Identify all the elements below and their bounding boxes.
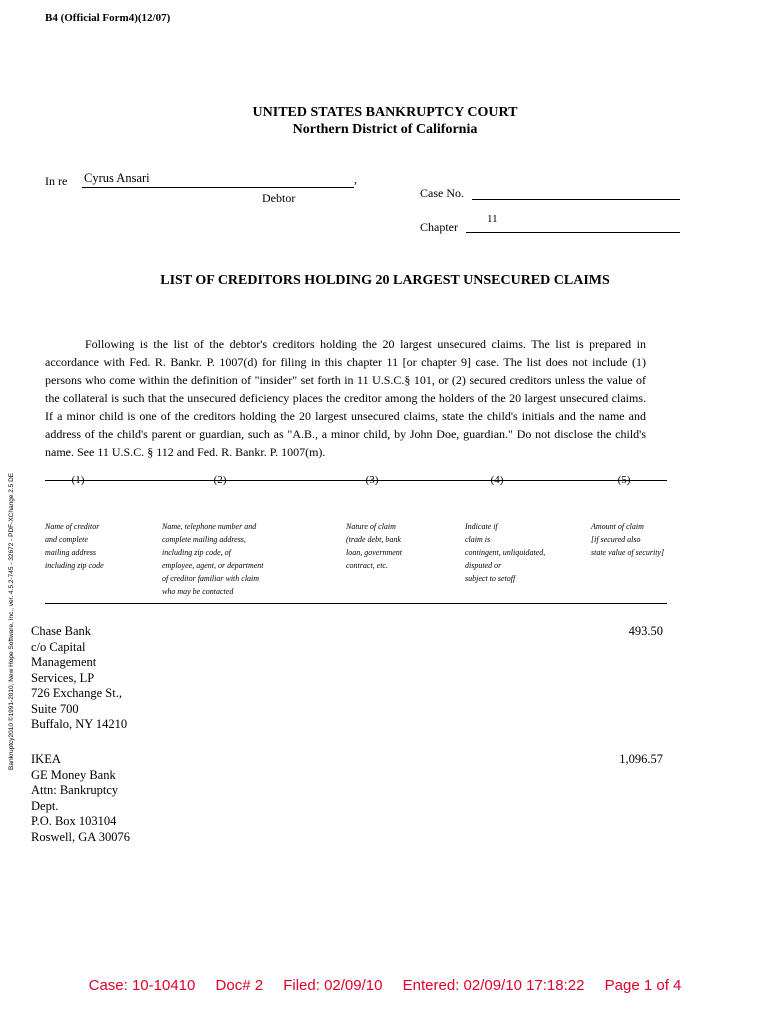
creditor-entry [31, 624, 191, 733]
column-4-line: Indicate if [465, 522, 498, 531]
debtor-name-field: Cyrus Ansari [82, 171, 354, 188]
creditor-line: 726 Exchange St., [31, 686, 122, 700]
footer-doc: Doc# 2 [215, 977, 264, 994]
column-2-line: complete mailing address, [162, 535, 246, 544]
column-2-number: (2) [213, 474, 227, 486]
column-3-line: (trade debt, bank [346, 535, 401, 544]
software-watermark: Bankruptcy2010 ©1991-2010, New Hope Software, Inc., ver. 4.5.2-745 - 32672 - PDF-XChange 2.5 DE [8, 472, 15, 770]
column-4-line: disputed or [465, 561, 502, 570]
column-3-line: contract, etc. [346, 561, 388, 570]
column-5-line: Amount of claim [591, 522, 644, 531]
claim-amount: 493.50 [628, 624, 663, 638]
creditor-entry [31, 752, 191, 845]
instructions-paragraph [45, 335, 646, 461]
court-district: Northern District of California [292, 122, 478, 137]
column-3-line: Nature of claim [346, 522, 396, 531]
debtor-label: Debtor [262, 191, 296, 205]
column-2-line: of creditor familiar with claim [162, 574, 260, 583]
creditor-line: P.O. Box 103104 [31, 814, 117, 828]
column-2-line: employee, agent, or department [162, 561, 264, 570]
footer-entered: Entered: 02/09/10 17:18:22 [402, 977, 585, 994]
chapter-value: 11 [487, 213, 498, 225]
court-heading [0, 104, 770, 138]
column-4-description [465, 520, 575, 585]
filing-stamp-footer [0, 977, 770, 994]
column-4-line: subject to setoff [465, 574, 516, 583]
column-2-line: Name, telephone number and [162, 522, 257, 531]
in-re-label: In re [45, 174, 68, 188]
creditor-line: Suite 700 [31, 701, 79, 716]
footer-page: Page 1 of 4 [604, 977, 682, 994]
column-2-line: who may be contacted [162, 587, 234, 596]
claim-amount: 1,096.57 [619, 752, 663, 766]
creditor-line: Services, LP [31, 670, 95, 685]
creditor-line: c/o Capital [31, 639, 86, 654]
caption-comma: , [354, 172, 357, 186]
column-1-line: Name of creditor [45, 522, 100, 531]
column-3-number: (3) [365, 474, 379, 486]
column-1-description [45, 520, 155, 572]
column-3-line: loan, government [346, 548, 402, 557]
footer-filed: Filed: 02/09/10 [283, 977, 383, 994]
creditor-line: GE Money Bank [31, 767, 116, 782]
column-4-line: contingent, unliquidated, [465, 548, 546, 557]
column-1-line: including zip code [45, 561, 104, 570]
creditor-line: Chase Bank [31, 624, 92, 638]
form-identifier: B4 (Official Form4)(12/07) [45, 12, 171, 24]
creditor-line: Roswell, GA 30076 [31, 829, 130, 844]
case-number-label: Case No. [420, 186, 464, 200]
creditor-line: Management [31, 655, 97, 669]
instructions-text: Following is the list of the debtor's creditors holding the 20 largest unsecured claims. The list is prepared in accordance with Fed. R. Bankr. P. 1007(d) for filing in this chapter 11 [or chapter 9] case. The list does not include (1) persons who come within the definition of "insider" set forth in 11 U.S.C.§ 101, or (2) secured creditors unless the value of the collateral is such that the unsecured deficiency places the creditor among the holders of the 20 largest unsecured claims. If a minor child is one of the creditors holding the 20 largest unsecured claims, state the child's initials and the name and address of the child's parent or guardian, such as "A.B., a minor child, by John Doe, guardian." Do not disclose the child's name. See 11 U.S.C. § 112 and Fed. R. Bankr. P. 1007(m). [45, 337, 646, 459]
footer-case: Case: 10-10410 [88, 977, 196, 994]
chapter-label: Chapter [420, 220, 458, 234]
creditor-line: Dept. [31, 798, 59, 813]
case-number-field [472, 198, 680, 200]
column-5-line: [if secured also [591, 535, 641, 544]
creditor-line: Buffalo, NY 14210 [31, 717, 128, 731]
chapter-field-line [466, 213, 680, 233]
column-3-description [346, 520, 446, 572]
document-title: LIST OF CREDITORS HOLDING 20 LARGEST UNSECURED CLAIMS [160, 273, 610, 288]
creditor-line: IKEA [31, 752, 61, 766]
court-name: UNITED STATES BANKRUPTCY COURT [252, 105, 518, 120]
column-5-number: (5) [617, 474, 631, 486]
column-2-description [162, 520, 302, 598]
table-header-bottom-rule [45, 603, 667, 604]
creditor-line: Attn: Bankruptcy [31, 783, 119, 797]
column-4-line: claim is [465, 535, 491, 544]
column-1-line: mailing address [45, 548, 97, 557]
column-5-line: state value of security] [591, 548, 665, 557]
column-1-line: and complete [45, 535, 88, 544]
column-1-number: (1) [71, 474, 85, 486]
column-4-number: (4) [490, 474, 504, 486]
column-5-description [591, 520, 701, 559]
column-2-line: including zip code, of [162, 548, 231, 557]
